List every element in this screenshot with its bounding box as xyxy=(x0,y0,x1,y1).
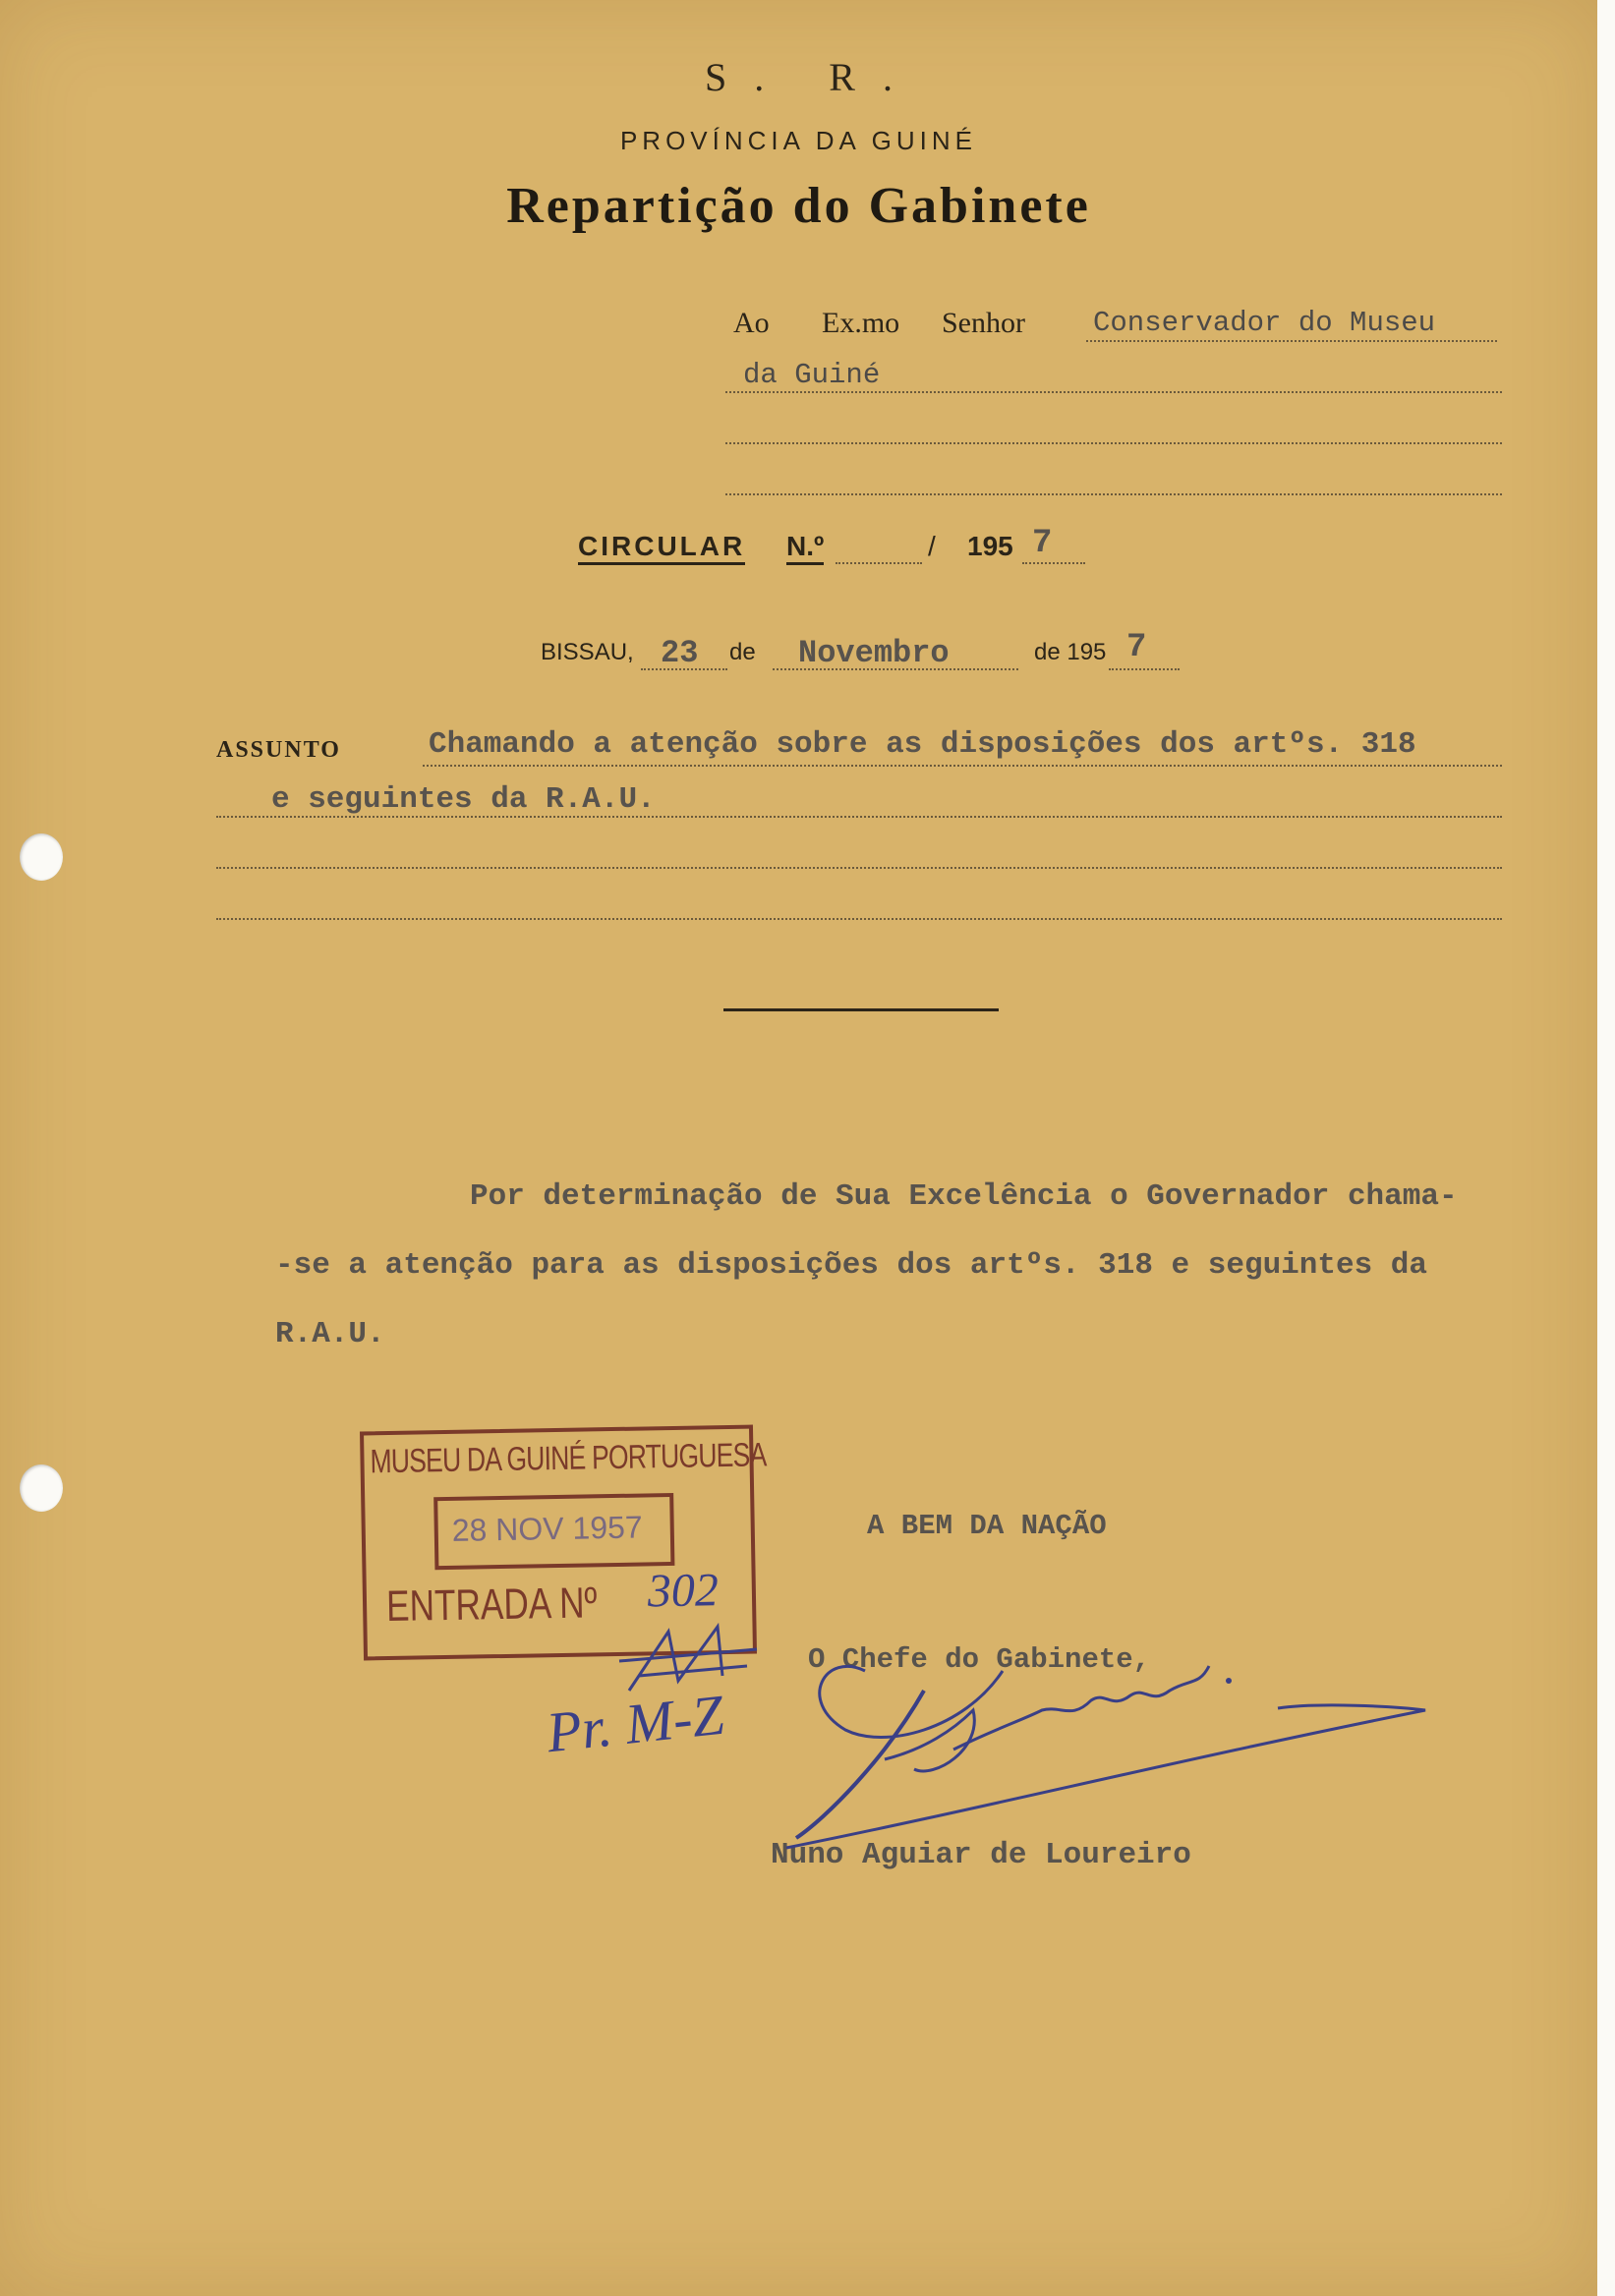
salutation-exmo: Ex.mo xyxy=(822,307,900,339)
stamp-entry-label: ENTRADA Nº xyxy=(385,1578,598,1632)
punch-hole xyxy=(20,1464,63,1512)
header-initials: S. R. xyxy=(705,55,920,99)
stamp-date: 28 NOV 1957 xyxy=(451,1509,643,1548)
body-line-2: -se a atenção para as disposições dos artºs. 318 e seguintes da xyxy=(275,1248,1427,1283)
circular-year-prefix: 195 xyxy=(967,531,1013,561)
date-year-digit: 7 xyxy=(1126,629,1147,666)
punch-hole xyxy=(20,833,63,881)
recipient-line-2: da Guiné xyxy=(743,359,881,391)
circular-year-digit: 7 xyxy=(1032,525,1053,562)
stamp-date-box xyxy=(433,1493,674,1570)
signature-scribble xyxy=(767,1612,1455,1867)
subject-label: ASSUNTO xyxy=(216,737,341,763)
salutation-senhor: Senhor xyxy=(942,307,1025,339)
date-month: Novembro xyxy=(798,635,950,671)
date-de-year: de 195 xyxy=(1034,639,1107,665)
handwritten-note: Pr. M-Z xyxy=(544,1682,727,1765)
salutation-ao: Ao xyxy=(733,307,770,339)
circular-number-label: N.º xyxy=(786,531,824,565)
circular-label: CIRCULAR xyxy=(578,531,745,565)
header-province: PROVÍNCIA DA GUINÉ xyxy=(619,126,978,155)
date-day: 23 xyxy=(661,635,699,671)
body-line-3: R.A.U. xyxy=(275,1317,385,1351)
date-city: BISSAU, xyxy=(541,639,634,665)
signatory-name: Nuno Aguiar de Loureiro xyxy=(771,1838,1191,1872)
closing-motto: A BEM DA NAÇÃO xyxy=(867,1510,1107,1542)
separator-rule xyxy=(723,1008,999,1011)
stamp-title: MUSEU DA GUINÉ PORTUGUESA xyxy=(370,1436,767,1481)
subject-line-1: Chamando a atenção sobre as disposições dos artºs. 318 xyxy=(429,727,1416,762)
date-de: de xyxy=(729,639,756,665)
body-line-1: Por determinação de Sua Excelência o Governador chama- xyxy=(470,1179,1458,1214)
header-department: Repartição do Gabinete xyxy=(506,178,1091,234)
stamp-entry-number: 302 xyxy=(647,1564,720,1618)
recipient-line-1: Conservador do Museu xyxy=(1093,307,1436,339)
circular-slash: / xyxy=(928,531,936,561)
closing-role: O Chefe do Gabinete, xyxy=(808,1643,1151,1676)
subject-line-2: e seguintes da R.A.U. xyxy=(271,782,656,817)
